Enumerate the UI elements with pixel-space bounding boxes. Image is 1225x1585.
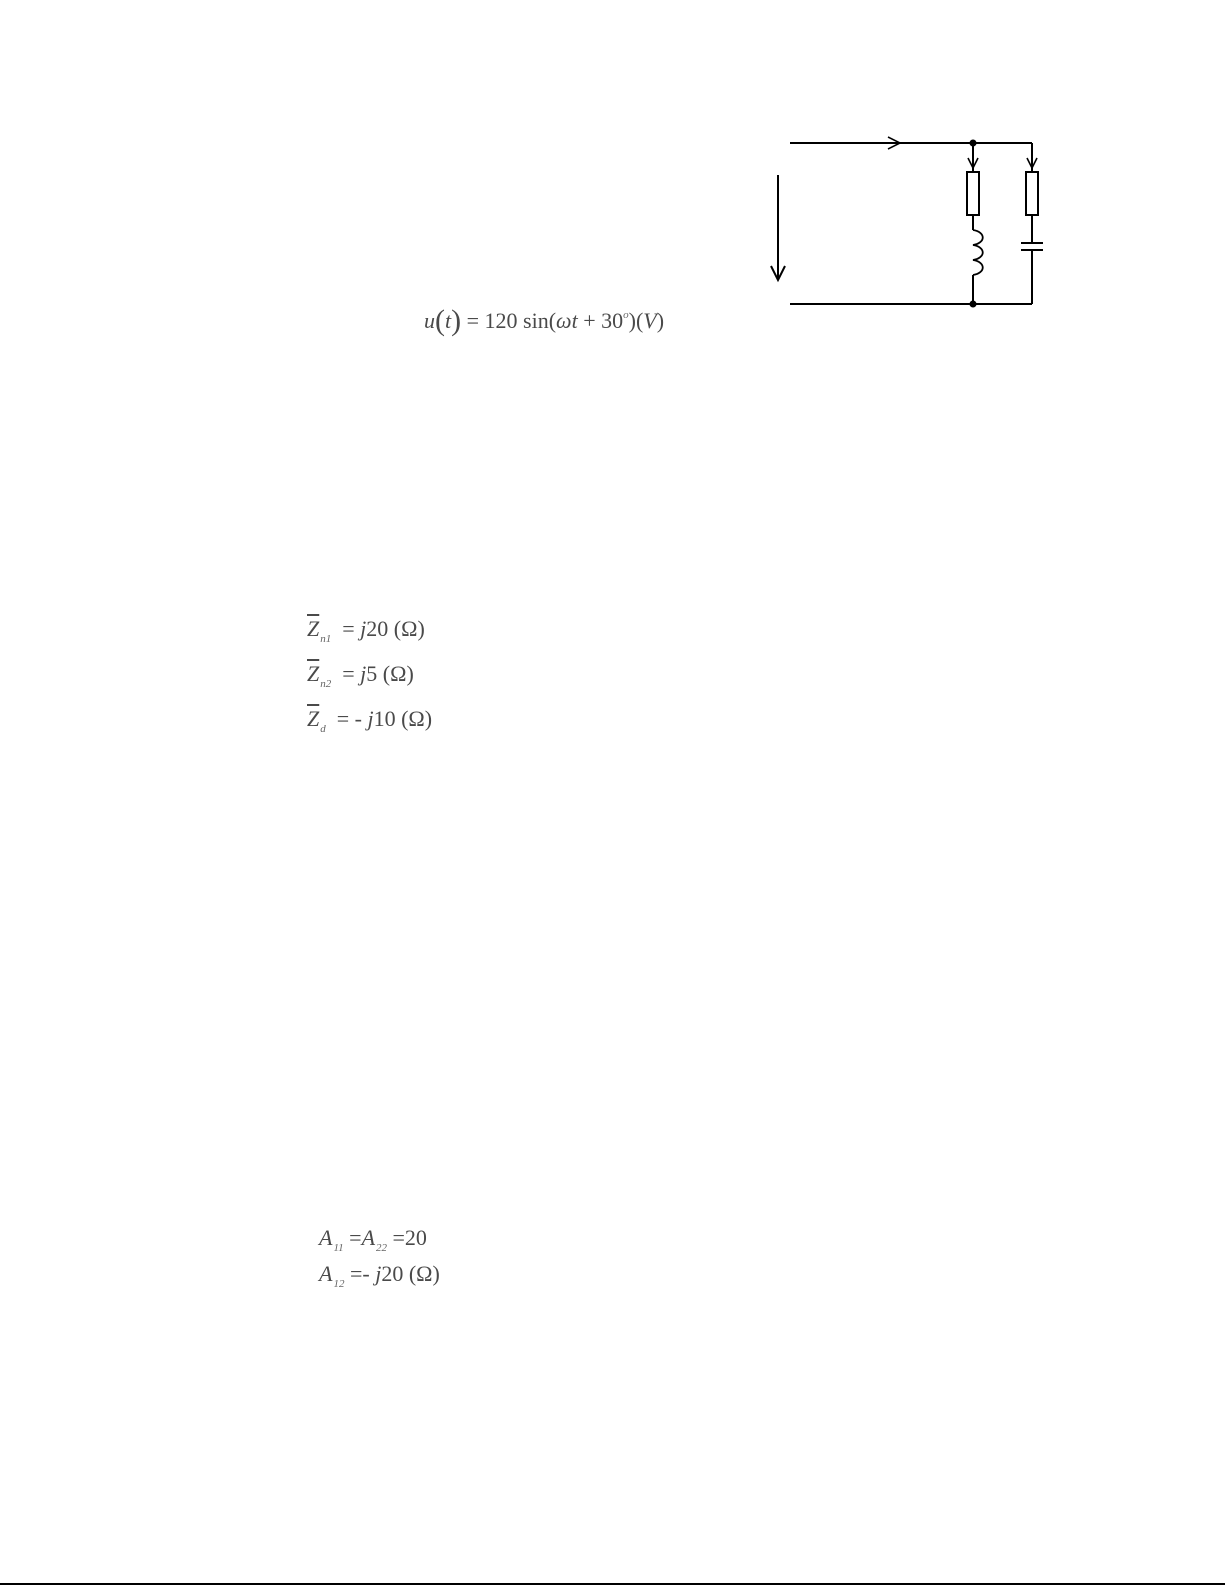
voltage-equation xyxy=(424,304,665,337)
impedance-symbol: $\overline{Z}$ xyxy=(307,706,320,731)
junction-bottom xyxy=(970,301,977,308)
junction-top xyxy=(970,140,977,147)
param-value: 20 (Ω) xyxy=(381,1261,440,1286)
impedance-symbol: $\overline{Z}$ xyxy=(307,661,320,686)
close-paren-2: ) xyxy=(656,308,665,333)
impedance-subscript: n1 xyxy=(320,633,332,645)
impedance-equals: = - xyxy=(336,706,368,731)
param-equals: = xyxy=(349,1225,362,1250)
param-subscript: 11 xyxy=(333,1242,344,1254)
imag-unit: j xyxy=(360,616,367,641)
param-a12 xyxy=(319,1261,440,1290)
degree-mark: o xyxy=(623,309,629,321)
param-subscript: 12 xyxy=(333,1278,345,1290)
impedance-equals: = xyxy=(342,661,361,686)
imag-unit: j xyxy=(375,1261,382,1286)
phase: + 30 xyxy=(577,308,624,333)
param-a11-a22 xyxy=(319,1225,427,1254)
amplitude-fn: 120 sin( xyxy=(484,308,557,333)
param-value: =20 xyxy=(392,1225,427,1250)
time-arg: t xyxy=(445,308,452,333)
impedance-n2 xyxy=(307,661,414,690)
paren-open: ( xyxy=(435,304,445,337)
branch2-resistor xyxy=(1026,172,1038,215)
inductor xyxy=(973,230,983,275)
param-equals: =- xyxy=(349,1261,376,1286)
impedance-n1 xyxy=(307,616,425,645)
branch1-resistor xyxy=(967,172,979,215)
impedance-subscript: d xyxy=(320,723,326,735)
paren-close: ) xyxy=(451,304,462,337)
impedance-d xyxy=(307,706,433,735)
impedance-subscript: n2 xyxy=(320,678,332,690)
impedance-value: 10 (Ω) xyxy=(373,706,433,731)
param-symbol: A xyxy=(319,1225,333,1250)
voltage-symbol: u xyxy=(424,308,435,333)
close-paren: )( xyxy=(628,308,644,333)
unit-v: V xyxy=(643,308,657,333)
impedance-equals: = xyxy=(342,616,361,641)
imag-unit: j xyxy=(360,661,367,686)
param-symbol-2: A xyxy=(361,1225,376,1250)
impedance-value: 20 (Ω) xyxy=(366,616,425,641)
impedance-value: 5 (Ω) xyxy=(366,661,414,686)
param-symbol: A xyxy=(319,1261,333,1286)
imag-unit: j xyxy=(367,706,374,731)
param-subscript-2: 22 xyxy=(376,1242,388,1254)
impedance-symbol: $\overline{Z}$ xyxy=(307,616,320,641)
equals: = xyxy=(466,308,480,333)
omega: ω xyxy=(556,308,572,333)
t-var: t xyxy=(571,308,578,333)
